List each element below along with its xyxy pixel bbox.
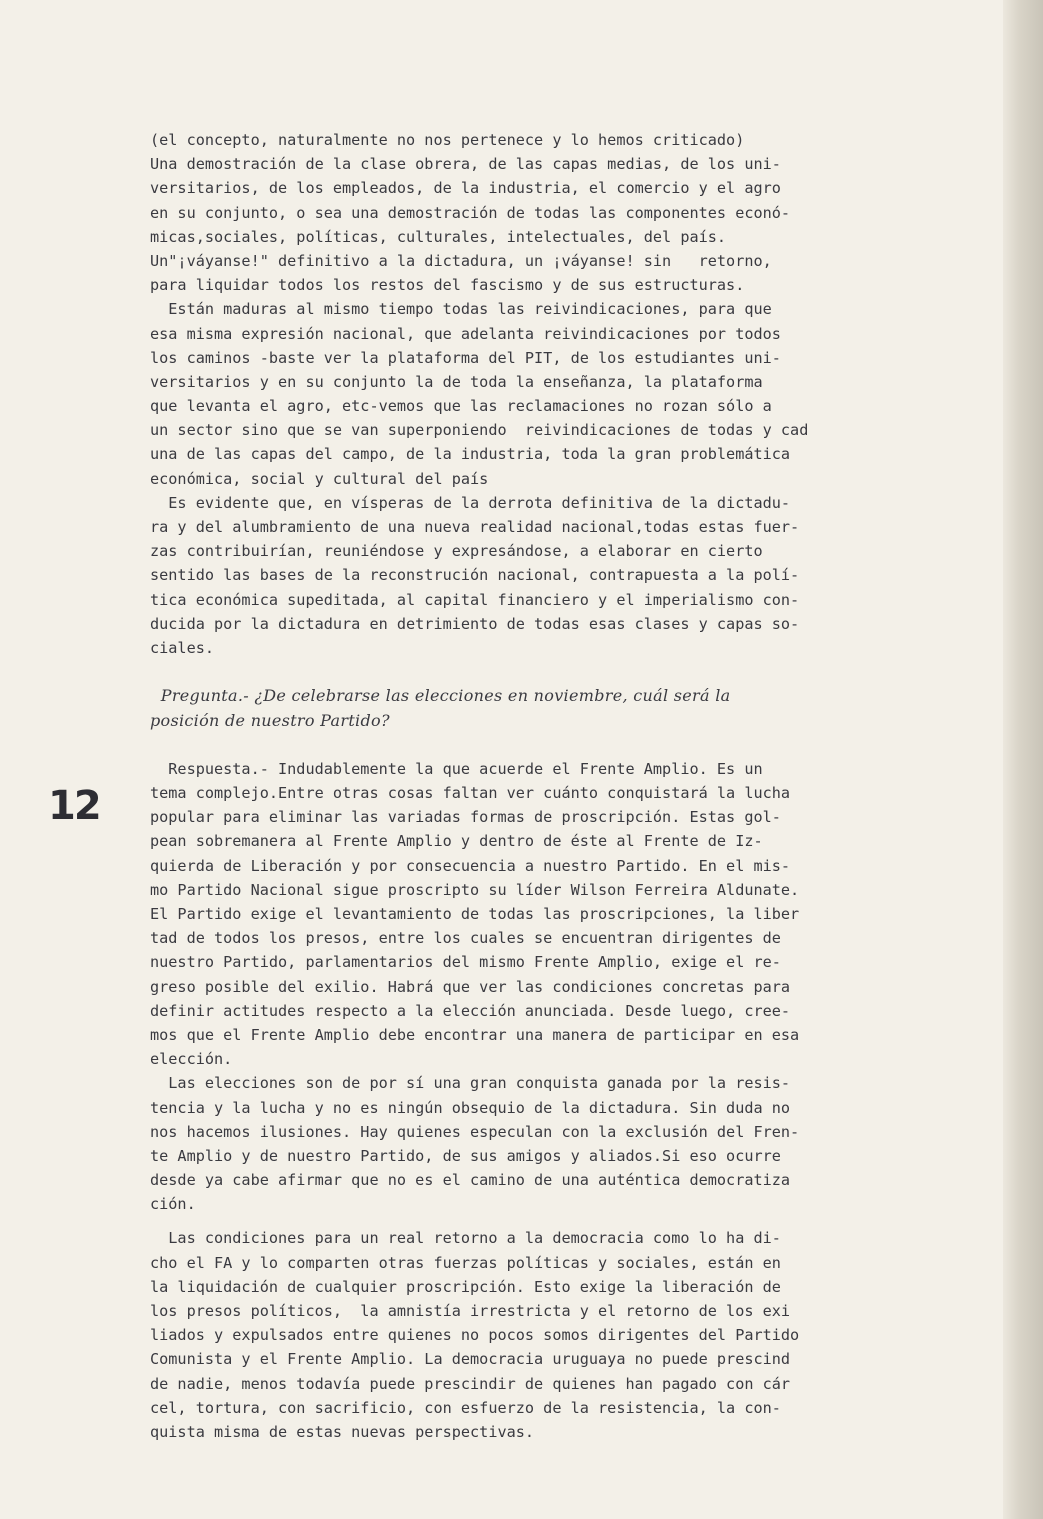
- text-line: los caminos -baste ver la plataforma del PIT, de los estudiantes uni-: [150, 348, 781, 367]
- text-line: Respuesta.- Indudablemente la que acuerde el Frente Amplio. Es un: [150, 759, 763, 778]
- text-line: ducida por la dictadura en detrimiento de todas esas clases y capas so-: [150, 614, 800, 633]
- text-line: pean sobremanera al Frente Amplio y dentro de éste al Frente de Iz-: [150, 832, 763, 851]
- text-line: en su conjunto, o sea una demostración de todas las componentes econó-: [150, 203, 791, 222]
- text-line: Las condiciones para un real retorno a la democracia como lo ha di-: [150, 1229, 781, 1248]
- text-line: quierda de Liberación y por consecuencia a nuestro Partido. En el mis-: [150, 856, 791, 875]
- text-line: que levanta el agro, etc-vemos que las reclamaciones no rozan sólo a: [150, 397, 772, 416]
- text-line: Las elecciones son de por sí una gran conquista ganada por la resis-: [150, 1074, 791, 1093]
- text-line: tica económica supeditada, al capital financiero y el imperialismo con-: [150, 590, 800, 609]
- text-line: cel, tortura, con sacrificio, con esfuerzo de la resistencia, la con-: [150, 1398, 781, 1417]
- text-line: desde ya cabe afirmar que no es el camino de una auténtica democratiza: [150, 1171, 791, 1190]
- text-line: mos que el Frente Amplio debe encontrar una manera de participar en esa: [150, 1025, 800, 1044]
- text-line: versitarios y en su conjunto la de toda la enseñanza, la plataforma: [150, 372, 763, 391]
- text-line: definir actitudes respecto a la elección anunciada. Desde luego, cree-: [150, 1001, 791, 1020]
- text-line: tencia y la lucha y no es ningún obsequio de la dictadura. Sin duda no: [150, 1098, 791, 1117]
- text-line: de nadie, menos todavía puede prescindir de quienes han pagado con cár: [150, 1374, 791, 1393]
- text-line: un sector sino que se van superponiendo reivindicaciones de todas y cad: [150, 421, 809, 440]
- text-line: Comunista y el Frente Amplio. La democracia uruguaya no puede prescind: [150, 1350, 791, 1369]
- text-line: esa misma expresión nacional, que adelanta reivindicaciones por todos: [150, 324, 781, 343]
- text-line: El Partido exige el levantamiento de todas las proscripciones, la liber: [150, 905, 800, 923]
- text-line: zas contribuirían, reuniéndose y expresándose, a elaborar en cierto: [150, 542, 763, 561]
- text-line: te Amplio y de nuestro Partido, de sus amigos y aliados.Si eso ocurre: [150, 1146, 781, 1165]
- text-line: elección.: [150, 1050, 233, 1069]
- text-line: ción.: [150, 1195, 196, 1214]
- text-line: nos hacemos ilusiones. Hay quienes especulan con la exclusión del Fren-: [150, 1122, 800, 1141]
- text-line: una de las capas del campo, de la industria, toda la gran problemática: [150, 445, 791, 464]
- text-line: Es evidente que, en vísperas de la derrota definitiva de la dictadu-: [150, 493, 791, 512]
- intro-paragraphs: [150, 128, 1030, 660]
- text-line: nuestro Partido, parlamentarios del mismo Frente Amplio, exige el re-: [150, 953, 781, 972]
- text-line: mo Partido Nacional sigue proscripto su líder Wilson Ferreira Aldunate.: [150, 880, 800, 899]
- text-line: Están maduras al mismo tiempo todas las reivindicaciones, para que: [150, 300, 772, 319]
- text-line: económica, social y cultural del país: [150, 469, 489, 488]
- text-line: para liquidar todos los restos del fascismo y de sus estructuras.: [150, 276, 745, 295]
- answer-paragraph-2: [150, 1071, 1030, 1216]
- text-line: ciales.: [150, 638, 215, 657]
- text-line: popular para eliminar las variadas formas de proscripción. Estas gol-: [150, 808, 781, 827]
- text-line: liados y expulsados entre quienes no pocos somos dirigentes del Partido: [150, 1326, 800, 1345]
- page-number: 12: [48, 783, 100, 829]
- text-line: posición de nuestro Partido?: [150, 710, 390, 730]
- text-line: tad de todos los presos, entre los cuales se encuentran dirigentes de: [150, 929, 781, 948]
- text-line: greso posible del exilio. Habrá que ver las condiciones concretas para: [150, 977, 791, 996]
- text-line: versitarios, de los empleados, de la industria, el comercio y el agro: [150, 179, 781, 198]
- text-line: cho el FA y lo comparten otras fuerzas políticas y sociales, están en: [150, 1253, 781, 1272]
- text-line: Pregunta.- ¿De celebrarse las elecciones en noviembre, cuál será la: [150, 686, 731, 706]
- text-line: quista misma de estas nuevas perspectivas.: [150, 1422, 535, 1441]
- answer-paragraph-1: [150, 757, 1030, 1071]
- text-line: Un"¡váyanse!" definitivo a la dictadura, un ¡váyanse! sin retorno,: [150, 251, 772, 270]
- text-line: ra y del alumbramiento de una nueva realidad nacional,todas estas fuer-: [150, 518, 800, 536]
- text-line: (el concepto, naturalmente no nos pertenece y lo hemos criticado): [150, 131, 745, 149]
- text-line: tema complejo.Entre otras cosas faltan ver cuánto conquistará la lucha: [150, 784, 791, 803]
- text-line: Una demostración de la clase obrera, de las capas medias, de los uni-: [150, 155, 781, 174]
- answer-paragraph-3: [150, 1226, 1030, 1444]
- text-line: micas,sociales, políticas, culturales, intelectuales, del país.: [150, 227, 727, 246]
- text-line: los presos políticos, la amnistía irrestricta y el retorno de los exi: [150, 1302, 791, 1320]
- text-column: [150, 128, 1030, 1444]
- text-line: la liquidación de cualquier proscripción. Esto exige la liberación de: [150, 1277, 781, 1296]
- text-line: sentido las bases de la reconstrución nacional, contrapuesta a la polí-: [150, 566, 800, 585]
- question-paragraph: [150, 684, 1030, 732]
